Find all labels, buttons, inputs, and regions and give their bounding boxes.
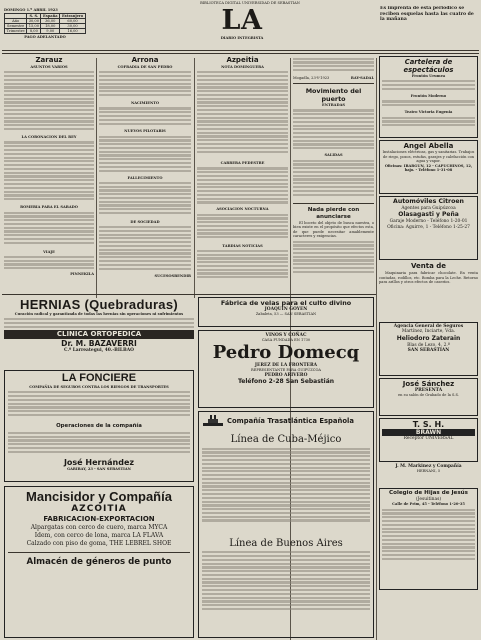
col2-h2: NACIMIENTO <box>130 101 160 106</box>
subscription-label: PAGO ADELANTADO <box>24 34 66 39</box>
colegio-title: Colegio de Hijas de Jesús <box>389 490 468 496</box>
price-cell: 30,00 <box>28 18 40 23</box>
section-rule <box>2 294 376 295</box>
mancisidor-footer: Almacén de géneros de punto <box>26 557 172 567</box>
angel-addr: Oficinas: IBARGUN, 12 - CAPUCHINOS, 12, bajo. - Teléfono 1-31-08 <box>384 163 473 173</box>
fonciere-title: LA FONCIERE <box>61 372 137 384</box>
col3-text <box>197 167 288 207</box>
citroen-l1: Agentes para Guipúzcoa <box>401 206 456 211</box>
col1-heading2: LA CORONACION DEL REY <box>21 135 77 140</box>
port-text <box>293 109 374 153</box>
citroen-ad <box>379 196 478 260</box>
agencia-l1: Martínez, Inciarte, Vda. <box>401 329 456 335</box>
line-buenos-aires-title: Línea de Buenos Aires <box>229 537 343 549</box>
domecq-phone: Teléfono 2-28 San Sebastián <box>237 378 335 386</box>
cartelera-sub1: Frontón Urumea <box>411 74 446 78</box>
col4-text <box>293 58 374 76</box>
price-cell: España <box>41 13 60 18</box>
header-rule <box>2 50 479 51</box>
domecq-name: Pedro Domecq <box>212 342 360 363</box>
found-ad: El boceto del objeto de busca nuestra, o bien existe en el propósito que efectos esta, de que puede necesitar amablemente caracteres y exigencias. <box>293 220 374 239</box>
col2-text <box>99 107 191 129</box>
column-arrona <box>99 56 191 292</box>
price-cell: 9,00 <box>41 28 60 33</box>
price-cell: S. S. <box>27 13 41 18</box>
fabrica-addr: Zabaleta, 53 — SAN SEBASTIAN <box>255 312 317 317</box>
hernias-body: Curación radical y garantizada de todas las hernias sin operaciones ni sufrimientos <box>14 312 184 316</box>
trasatlantica-ad <box>198 411 374 638</box>
price-cell: Año <box>5 18 27 23</box>
col3-text <box>197 71 288 161</box>
colegio-ad <box>379 488 478 590</box>
column-zarauz <box>4 56 94 292</box>
col1-text <box>4 141 94 205</box>
col4-top-sig <box>293 76 374 81</box>
col2-text <box>99 71 191 101</box>
hernias-clinic: CLINICA ORTOPEDICA <box>4 330 194 339</box>
colegio-addr: Calle de Prim, 45 - Teléfono 1-20-35 <box>392 502 465 507</box>
tsh-brand: BRAWN <box>382 429 475 436</box>
fabrica-title: Fábrica de velas para el culto divino <box>220 299 352 307</box>
fabrica-name: JOAQUIN GOYEN <box>264 307 308 312</box>
angel-abella-ad <box>379 140 478 194</box>
mancisidor-body2: Idem, con cerco de lona, marca LA FLAVA <box>34 532 164 539</box>
cartelera-sub2: Frontón Moderno <box>410 94 447 99</box>
price-table-row <box>5 18 86 23</box>
col2-text <box>99 136 191 176</box>
archive-line: BIBLIOTECA DIGITAL UNIVERSIDAD DE SEBASTIAN <box>200 1 300 5</box>
mancisidor-title: Mancisidor y Compañía <box>26 489 172 504</box>
price-table-row <box>5 23 86 28</box>
markuss-ad <box>379 464 478 486</box>
port-salidas: SALIDAS <box>324 153 343 158</box>
col3-h4: TARDIAS NOTICIAS <box>222 243 263 248</box>
agencia-l3: Blas de Lezo, 4, 2.º <box>407 342 450 348</box>
citroen-l4: Oficina: Aguirre, 1 - Teléfono 1-25-27 <box>387 224 470 230</box>
column-rule <box>96 58 97 298</box>
mancisidor-city: AZCOITIA <box>71 504 127 514</box>
domecq-prefix: VINOS Y COÑAC <box>265 333 307 338</box>
col2-text <box>99 182 191 220</box>
found-text <box>293 241 374 277</box>
col1-heading3: ROMERIA PARA EL SABADO <box>20 205 78 210</box>
price-cell: 30,00 <box>60 23 86 28</box>
colegio-sub: (Jesuitinas) <box>415 497 442 502</box>
mancisidor-line: FABRICACION-EXPORTACION <box>43 515 155 523</box>
header-rule-2 <box>2 53 479 54</box>
mancisidor-body3: Calzado con piso de goma, THE LEBREL SHOE <box>26 540 172 547</box>
col2-title: Arrona <box>131 56 159 64</box>
markuss-addr: HERNANI, 5 <box>416 469 441 474</box>
price-table-row <box>5 28 86 33</box>
agencia-l2: Heliodoro Zaterain <box>396 334 461 342</box>
domecq-place: JEREZ DE LA FRONTERA <box>254 363 318 368</box>
hernias-doctor: Dr. M. BAZAVERRI <box>61 339 137 349</box>
column-rule <box>194 58 195 298</box>
domecq-rep: PEDRO ARIVERO <box>264 373 308 378</box>
col2-text <box>99 226 191 274</box>
port-entradas: ENTRADAS <box>322 103 345 108</box>
fonciere-sub: COMPAÑIA DE SEGUROS CONTRA LOS RIESGOS DE TRANSPORTES <box>29 385 169 389</box>
trasatlantica-title: Compañía Trasatlántica Española <box>227 417 354 425</box>
col1-heading4: VIAJE <box>43 249 55 254</box>
price-table <box>4 13 86 34</box>
price-cell: Semestre <box>5 23 27 28</box>
line-cuba-title: Línea de Cuba-Méjico <box>230 434 342 445</box>
col3-title: Azpeitia <box>226 56 259 64</box>
column-rule <box>376 58 377 640</box>
fonciere-ad <box>4 370 194 482</box>
hernias-ad <box>4 297 194 367</box>
col3-sub: NOTA DOMINGUERA <box>221 65 264 69</box>
trasatlantica-header <box>202 414 370 428</box>
tsh-sub: Receptor UNIVERSAL <box>403 436 454 441</box>
domecq-ad <box>198 330 374 408</box>
col3-text <box>197 250 288 284</box>
right-notice: Es imprenta de esta periódico se reciben esquelas hasta las cuatro de la mañana <box>380 6 474 23</box>
fabrica-ad <box>198 297 374 327</box>
citroen-title: Automóviles Citroen <box>393 198 464 205</box>
col3-h3: ASOCIACION NOCTURNA <box>216 207 269 212</box>
domecq-est: CASA FUNDADA EN 1730 <box>261 338 311 343</box>
col1-text <box>4 212 94 250</box>
cartelera-sub3: Teatro Victoria Eugenia <box>404 110 453 115</box>
port-text <box>293 160 374 200</box>
col2-h4: FALLECIMIENTO <box>127 175 163 180</box>
jose-l1: PRESENTA <box>414 388 443 393</box>
cartelera-title: Cartelera de espectáculos <box>403 58 454 74</box>
col2-h5: DE SOCIEDAD <box>130 219 160 224</box>
angel-text: Instalaciones eléctricas, gas y sanitarias. Trabajos de riego, pozos, estufas, garajes y calefacción con agua y vapor. <box>382 150 475 164</box>
fonciere-ops: Operaciones de la compañía <box>56 423 142 430</box>
agencia-title: Agencia General de Seguros <box>393 324 464 329</box>
steamship-icon <box>202 414 224 428</box>
hernias-title: HERNIAS (Quebraduras) <box>20 297 178 312</box>
mancisidor-ad <box>4 486 194 638</box>
jose-l2: en su salón de Grabado de la S.S. <box>398 393 459 398</box>
masthead <box>152 6 332 36</box>
price-cell: 16,00 <box>60 28 86 33</box>
subscription-box <box>4 8 86 52</box>
column-ads <box>379 56 478 638</box>
col1-text <box>4 256 94 272</box>
price-cell: Extranjero <box>60 13 86 18</box>
price-cell: 18,00 <box>41 23 60 28</box>
col1-title: Zarauz <box>35 56 63 64</box>
masthead-subtitle: DIARIO INTEGRISTA <box>220 36 264 40</box>
domecq-rep-label: REPRESENTANTE PARA GUIPÚZCOA <box>250 368 322 373</box>
angel-title: Angel Abella <box>403 142 454 150</box>
col1-signature: PINNEKILA <box>70 271 94 276</box>
port-title: Movimiento del puerto <box>305 87 362 104</box>
hernias-addr: C.º Larreategui, 40.-BILBAO <box>64 348 134 354</box>
price-cell: 60,00 <box>60 18 86 23</box>
cartelera-ad <box>379 56 478 138</box>
markuss-title: J. M. Markinez y Compañía <box>395 464 462 469</box>
col1-sub: ASUNTOS VARIOS <box>30 65 68 69</box>
citroen-l2: Olasagasti y Peña <box>398 211 459 219</box>
col2-h3: NUEVOS PILOTARIS <box>124 129 166 134</box>
citroen-l3: Garaje Moderno - Teléfono 1-20-01 <box>389 219 468 225</box>
mancisidor-body1: Alpargatas con cerco de cuero, marca MYCA <box>30 524 168 531</box>
price-cell: 36,00 <box>41 18 60 23</box>
fonciere-jose-addr: GARIBAY, 23 - SAN SEBASTIAN <box>67 466 131 471</box>
jose-title: José Sánchez <box>402 380 455 388</box>
column-azpeitia <box>197 56 288 292</box>
found-title: Nada pierde con anunciarse <box>307 206 360 220</box>
venta-text: Maquinaria para fabricar chocolate. En venta contadas, rodillos, etc. Bomba para la Leche. Retorno para arillos y otros efectos de caseríos. <box>379 271 478 285</box>
venta-title: Venta de <box>410 262 447 270</box>
tsh-ad <box>379 418 478 462</box>
col4-top-date: Mogadla, 23-V-1923 <box>293 75 330 80</box>
date-line: DOMINGO 1.º ABRIL 1923 <box>4 8 58 12</box>
venta-ad <box>379 262 478 320</box>
col1-text <box>4 71 94 135</box>
tsh-title: T. S. H. <box>412 420 445 429</box>
price-cell: 15,00 <box>28 23 40 28</box>
column-port <box>293 56 374 292</box>
price-cell: 8,00 <box>27 28 41 33</box>
col2-sub: COFRADIA DE SAN PEDRO <box>117 65 173 69</box>
col4-top-signature: RAY-SADAL <box>350 75 374 80</box>
masthead-title: LA <box>221 6 263 36</box>
col3-text <box>197 214 288 244</box>
agencia-ad <box>379 322 478 376</box>
col2-signature: SUCESOSBENDIR <box>154 273 191 278</box>
fonciere-jose: José Hernández <box>63 457 135 467</box>
jose-sanchez-ad <box>379 378 478 416</box>
agencia-l4: SAN SEBASTIAN <box>407 348 450 354</box>
col3-h2: CARRERA PEDESTRE <box>220 161 265 166</box>
price-cell: Trimestre <box>5 28 27 33</box>
